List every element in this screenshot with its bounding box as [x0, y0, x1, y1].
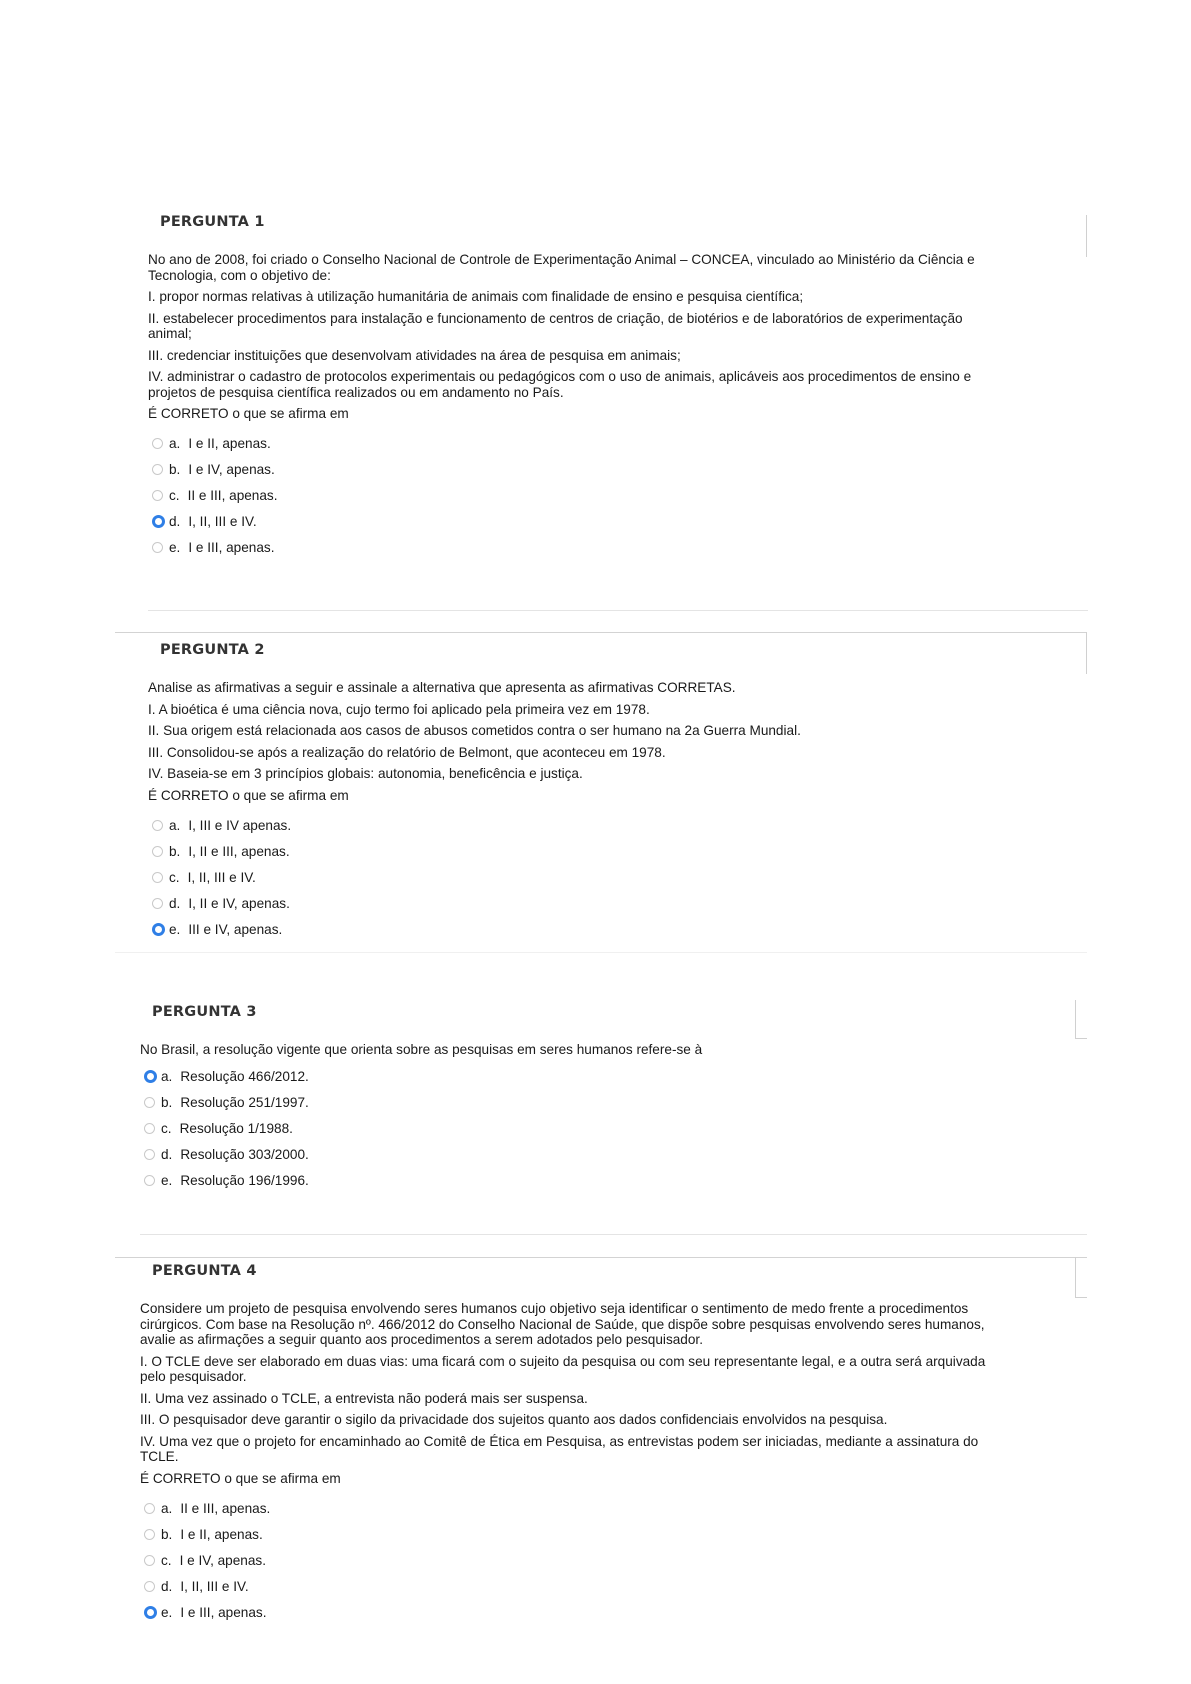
question-paragraph: É CORRETO o que se afirma em — [140, 1470, 341, 1486]
question-body — [148, 252, 1008, 422]
question-paragraph: II. estabelecer procedimentos para instalação e funcionamento de centros de criação, de biotérios e de laboratórios de experimentação animal; — [148, 310, 963, 341]
option-letter: e. — [161, 1173, 173, 1188]
radio-button-selected[interactable] — [152, 515, 165, 528]
panel-border — [1075, 1257, 1076, 1297]
option-text: I, II, III e IV. — [188, 514, 257, 529]
divider — [1075, 1297, 1087, 1298]
divider — [148, 610, 1088, 611]
question-paragraph: II. Sua origem está relacionada aos casos de abusos cometidos contra o ser humano na 2a Guerra Mundial. — [148, 723, 801, 738]
option-letter: d. — [169, 514, 181, 529]
radio-button[interactable] — [152, 542, 163, 553]
question-paragraph: I. propor normas relativas à utilização humanitária de animais com finalidade de ensino e pesquisa científica; — [148, 289, 804, 304]
option-letter: d. — [161, 1578, 173, 1594]
radio-button[interactable] — [144, 1555, 155, 1566]
option-text: III e IV, apenas. — [188, 921, 283, 937]
radio-button[interactable] — [144, 1175, 155, 1186]
option-b[interactable] — [152, 457, 1008, 483]
option-text: Resolução 196/1996. — [180, 1173, 309, 1188]
option-letter: c. — [161, 1121, 172, 1136]
question-paragraph: III. O pesquisador deve garantir o sigilo da privacidade dos sujeitos quanto aos dados confidenciais envolvidos na pesquisa. — [140, 1412, 888, 1427]
option-letter: a. — [161, 1069, 173, 1084]
option-letter: d. — [169, 895, 181, 911]
question-title: PERGUNTA 4 — [152, 1263, 257, 1279]
option-text: Resolução 251/1997. — [180, 1095, 309, 1110]
question-paragraph: III. credenciar instituições que desenvolvam atividades na área de pesquisa em animais; — [148, 347, 681, 363]
option-text: I, II e IV, apenas. — [188, 895, 290, 911]
option-letter: a. — [169, 436, 181, 451]
option-d[interactable] — [152, 509, 1008, 535]
radio-button-selected[interactable] — [144, 1070, 157, 1083]
option-letter: c. — [169, 488, 180, 503]
question-4 — [140, 1263, 1010, 1625]
option-letter: c. — [161, 1552, 172, 1568]
divider — [115, 632, 1087, 633]
question-paragraph: No Brasil, a resolução vigente que orienta sobre as pesquisas em seres humanos refere-se à — [140, 1042, 703, 1057]
question-3 — [140, 1004, 1000, 1194]
radio-button-selected[interactable] — [152, 923, 165, 936]
options-list — [140, 1064, 1000, 1194]
divider — [115, 1257, 1087, 1258]
question-paragraph: III. Consolidou-se após a realização do relatório de Belmont, que aconteceu em 1978. — [148, 744, 666, 760]
option-text: I e IV, apenas. — [179, 1552, 266, 1568]
option-b[interactable] — [144, 1090, 1000, 1116]
option-letter: b. — [161, 1526, 173, 1542]
options-list — [140, 1495, 1010, 1625]
option-text: I, III e IV apenas. — [188, 817, 292, 833]
panel-border — [1075, 1000, 1076, 1038]
option-letter: a. — [169, 817, 181, 833]
option-e[interactable] — [144, 1599, 1010, 1625]
option-text: II e III, apenas. — [187, 488, 278, 503]
divider — [115, 952, 1087, 953]
radio-button[interactable] — [152, 872, 163, 883]
option-c[interactable] — [152, 864, 1008, 890]
option-c[interactable] — [144, 1116, 1000, 1142]
option-d[interactable] — [152, 890, 1008, 916]
option-letter: b. — [169, 843, 181, 859]
question-title: PERGUNTA 3 — [152, 1004, 257, 1020]
question-body — [140, 1042, 1000, 1058]
option-b[interactable] — [144, 1521, 1010, 1547]
option-text: II e III, apenas. — [180, 1500, 271, 1516]
radio-button[interactable] — [152, 464, 163, 475]
option-letter: d. — [161, 1147, 173, 1162]
option-letter: e. — [161, 1604, 173, 1620]
panel-border — [1086, 632, 1087, 674]
option-e[interactable] — [144, 1168, 1000, 1194]
option-d[interactable] — [144, 1573, 1010, 1599]
question-body — [140, 1301, 1000, 1486]
option-text: I, II e III, apenas. — [188, 843, 290, 859]
option-letter: e. — [169, 540, 181, 555]
question-paragraph: Analise as afirmativas a seguir e assinale a alternativa que apresenta as afirmativas CORRETAS. — [148, 680, 736, 695]
options-list — [148, 812, 1008, 942]
radio-button[interactable] — [152, 898, 163, 909]
question-paragraph: IV. Baseia-se em 3 princípios globais: autonomia, beneficência e justiça. — [148, 766, 583, 781]
option-b[interactable] — [152, 838, 1008, 864]
option-letter: b. — [161, 1095, 173, 1110]
question-paragraph: Considere um projeto de pesquisa envolvendo seres humanos cujo objetivo seja identificar o sentimento de medo frente a procedimentos cirúrgicos. Com base na Resolução nº. 466/2012 do Conselho Nacional de Saúde, que dispõe sobre pesquisas envolvendo seres humanos, avalie as afirmações a seguir quanto aos procedimentos a serem adotados pelo pesquisador. — [140, 1301, 985, 1347]
option-d[interactable] — [144, 1142, 1000, 1168]
divider — [140, 1234, 1087, 1235]
radio-button[interactable] — [152, 438, 163, 449]
question-paragraph: I. O TCLE deve ser elaborado em duas vias: uma ficará com o sujeito da pesquisa ou com seu representante legal, e a outra será arquivada pelo pesquisador. — [140, 1353, 986, 1384]
option-letter: b. — [169, 462, 181, 477]
radio-button[interactable] — [152, 490, 163, 501]
question-2 — [148, 642, 1008, 942]
radio-button-selected[interactable] — [144, 1606, 157, 1619]
question-1 — [148, 214, 1008, 561]
question-paragraph: No ano de 2008, foi criado o Conselho Nacional de Controle de Experimentação Animal – CONCEA, vinculado ao Ministério da Ciência e Tecnologia, com o objetivo de: — [148, 252, 975, 283]
question-paragraph: IV. Uma vez que o projeto for encaminhado ao Comitê de Ética em Pesquisa, as entrevistas podem ser iniciadas, mediante a assinatura do TCLE. — [140, 1433, 979, 1464]
divider — [1075, 1038, 1087, 1039]
radio-button[interactable] — [152, 820, 163, 831]
options-list — [148, 431, 1008, 561]
option-c[interactable] — [144, 1547, 1010, 1573]
option-e[interactable] — [152, 916, 1008, 942]
option-text: I e III, apenas. — [180, 1604, 267, 1620]
radio-button[interactable] — [144, 1503, 155, 1514]
question-paragraph: II. Uma vez assinado o TCLE, a entrevista não poderá mais ser suspensa. — [140, 1390, 588, 1406]
option-text: I e II, apenas. — [180, 1526, 263, 1542]
radio-button[interactable] — [144, 1581, 155, 1592]
option-letter: a. — [161, 1500, 173, 1516]
option-text: I e III, apenas. — [188, 540, 275, 555]
option-a[interactable] — [152, 812, 1008, 838]
question-paragraph: I. A bioética é uma ciência nova, cujo termo foi aplicado pela primeira vez em 1978. — [148, 701, 650, 717]
option-text: Resolução 1/1988. — [179, 1121, 293, 1136]
radio-button[interactable] — [144, 1097, 155, 1108]
radio-button[interactable] — [144, 1149, 155, 1160]
question-title: PERGUNTA 2 — [160, 642, 265, 658]
question-paragraph: É CORRETO o que se afirma em — [148, 406, 349, 421]
option-text: I, II, III e IV. — [180, 1578, 249, 1594]
option-c[interactable] — [152, 483, 1008, 509]
radio-button[interactable] — [144, 1123, 155, 1134]
radio-button[interactable] — [144, 1529, 155, 1540]
panel-border — [1086, 215, 1087, 257]
option-a[interactable] — [144, 1064, 1000, 1090]
option-text: Resolução 303/2000. — [180, 1147, 309, 1162]
question-paragraph: É CORRETO o que se afirma em — [148, 787, 349, 803]
option-a[interactable] — [152, 431, 1008, 457]
option-e[interactable] — [152, 535, 1008, 561]
option-text: Resolução 466/2012. — [180, 1069, 309, 1084]
question-title: PERGUNTA 1 — [160, 214, 265, 230]
option-letter: c. — [169, 869, 180, 885]
option-text: I e II, apenas. — [188, 436, 271, 451]
question-body — [148, 680, 1008, 803]
option-text: I e IV, apenas. — [188, 462, 275, 477]
radio-button[interactable] — [152, 846, 163, 857]
option-text: I, II, III e IV. — [187, 869, 256, 885]
question-paragraph: IV. administrar o cadastro de protocolos experimentais ou pedagógicos com o uso de animais, aplicáveis aos procedimentos de ensino e projetos de pesquisa científica realizados ou em andamento no País. — [148, 369, 972, 400]
option-a[interactable] — [144, 1495, 1010, 1521]
option-letter: e. — [169, 921, 181, 937]
